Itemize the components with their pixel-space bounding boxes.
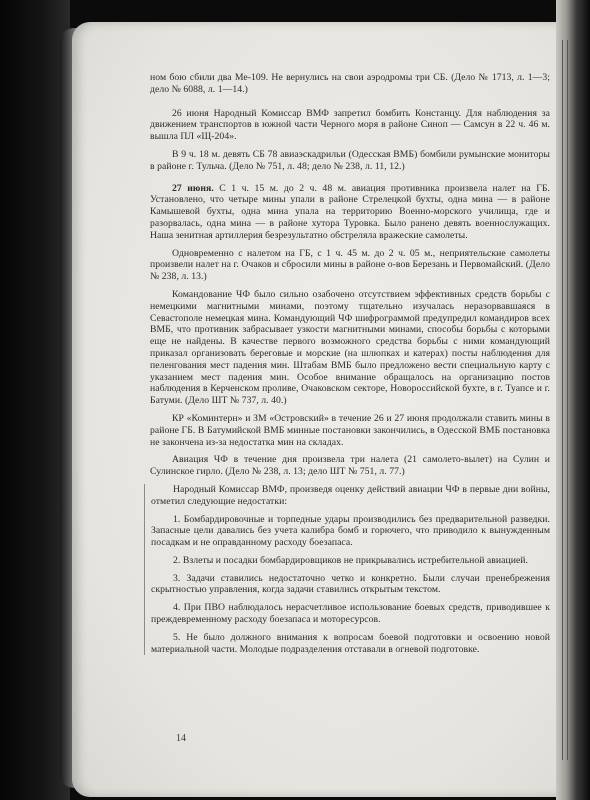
book-gutter — [556, 0, 590, 800]
paragraph — [150, 289, 550, 407]
paragraph-text: В 9 ч. 18 м. девять СБ 78 авиаэскадрильи (Одесская ВМБ) бомбили румынские мониторы в районе г. Тульча. (Дело № 751, л. 48; дело № 238, л. 11, 12.) — [150, 148, 550, 172]
paragraph — [150, 72, 550, 96]
paragraph-text: С 1 ч. 15 м. до 2 ч. 48 м. авиация противника произвела налет на ГБ. Установлено, что четыре мины упали в районе Стрелецкой бухты, одна мина — в районе Камышевой бухты, одна мина упала на территорию Военно-морского училища, где и разорвалась, одна мина — в районе хутора Туровка. Было ранено девять военнослужащих. Наша зенитная артиллерия безрезультатно обстреляла вражеские самолеты. — [150, 182, 550, 241]
paragraph — [150, 413, 550, 448]
page-text — [150, 72, 550, 661]
paragraph-text: Одновременно с налетом на ГБ, с 1 ч. 45 м. до 2 ч. 05 м., неприятельские самолеты произвели налет на г. Очаков и сбросили мины в районе о-вов Березань и Первомайский. (Дело № 238, л. 13.) — [150, 247, 550, 283]
paragraph-text: ном бою сбили два Ме-109. Не вернулись на свои аэродромы три СБ. (Дело № 1713, л. 1—3; дело № 6088, л. 1—14.) — [150, 72, 550, 95]
paragraph — [150, 108, 550, 143]
list-item: 1. Бомбардировочные и торпедные удары производились без предварительной разведки. Запасные цели давались без учета калибра бомб и горючего, что приводило к вынужденным посадкам и не оправданному расходу боезапаса. — [151, 513, 550, 549]
paragraph — [150, 183, 550, 242]
entry-date: 27 июня. — [172, 182, 214, 194]
paragraph — [150, 149, 550, 173]
paragraph-text: Командование ЧФ было сильно озабочено отсутствием эффективных средств борьбы с немецкими магнитными минами, поэтому тщательно изучалась неразорвавшаяся в Севастополе немецкая мина. Командующий ЧФ шифрограммой предупредил командиров всех ВМБ, что противник забрасывает узкости магнитными минами, способы борьбы с которыми еще не найдены. В качестве первого возможного средства борьбы с ними командующий приказал организовать береговые и морские (на шлюпках и катерах) посты наблюдения для пеленгования мест падения мин. Штабам ВМБ было предложено вести специальную карту с указанием мест падения мин. Особое внимание обращалось на организацию постов наблюдения в Керченском проливе, Очаковском секторе, Новороссийской бухте, в г. Туапсе и г. Батуми. (Дело ШТ № 737, л. 40.) — [150, 288, 550, 407]
paragraph-text: Народный Комиссар ВМФ запретил бомбить Констанцу. Для наблюдения за движением транспортов в южной части Черного моря в районе Синоп — Самсун в 22 ч. 46 м. вышла ПЛ «Щ-204». — [150, 107, 550, 143]
paragraph-text: КР «Коминтерн» и ЗМ «Островский» в течение 26 и 27 июня продолжали ставить мины в районе ГБ. В Батумийской ВМБ минные постановки закончились, в Одесской ВМБ постановка не закончена из-за недостатка мин на складах. — [150, 412, 550, 448]
entry-date: 26 июня — [172, 107, 209, 119]
boxed-intro: Народный Комиссар ВМФ, произведя оценку действий авиации ЧФ в первые дни войны, отметил следующие недостатки: — [151, 483, 550, 507]
page-number: 14 — [176, 733, 186, 744]
paragraph — [150, 454, 550, 478]
list-item: 3. Задачи ставились недостаточно четко и конкретно. Были случаи пренебрежения скрытностью управления, когда задачи ставились открытым текстом. — [151, 572, 550, 596]
list-item: 4. При ПВО наблюдалось нерасчетливое использование боевых средств, приводившее к преждевременному расходу боезапаса и моторесурсов. — [151, 602, 550, 626]
gutter-line — [562, 40, 563, 760]
paragraph-text: Авиация ЧФ в течение дня произвела три налета (21 самолето-вылет) на Сулин и Сулинское гирло. (Дело № 238, л. 13; дело ШТ № 751, л. 77.) — [150, 454, 550, 478]
list-item: 5. Не было должного внимания к вопросам боевой подготовки и освоению новой материальной части. Молодые подразделения отставали в огневой подготовке. — [151, 631, 550, 655]
boxed-section — [144, 484, 550, 656]
gutter-line — [567, 40, 568, 760]
list-item: 2. Взлеты и посадки бомбардировщиков не прикрывались истребительной авиацией. — [173, 554, 529, 566]
paragraph — [150, 248, 550, 283]
